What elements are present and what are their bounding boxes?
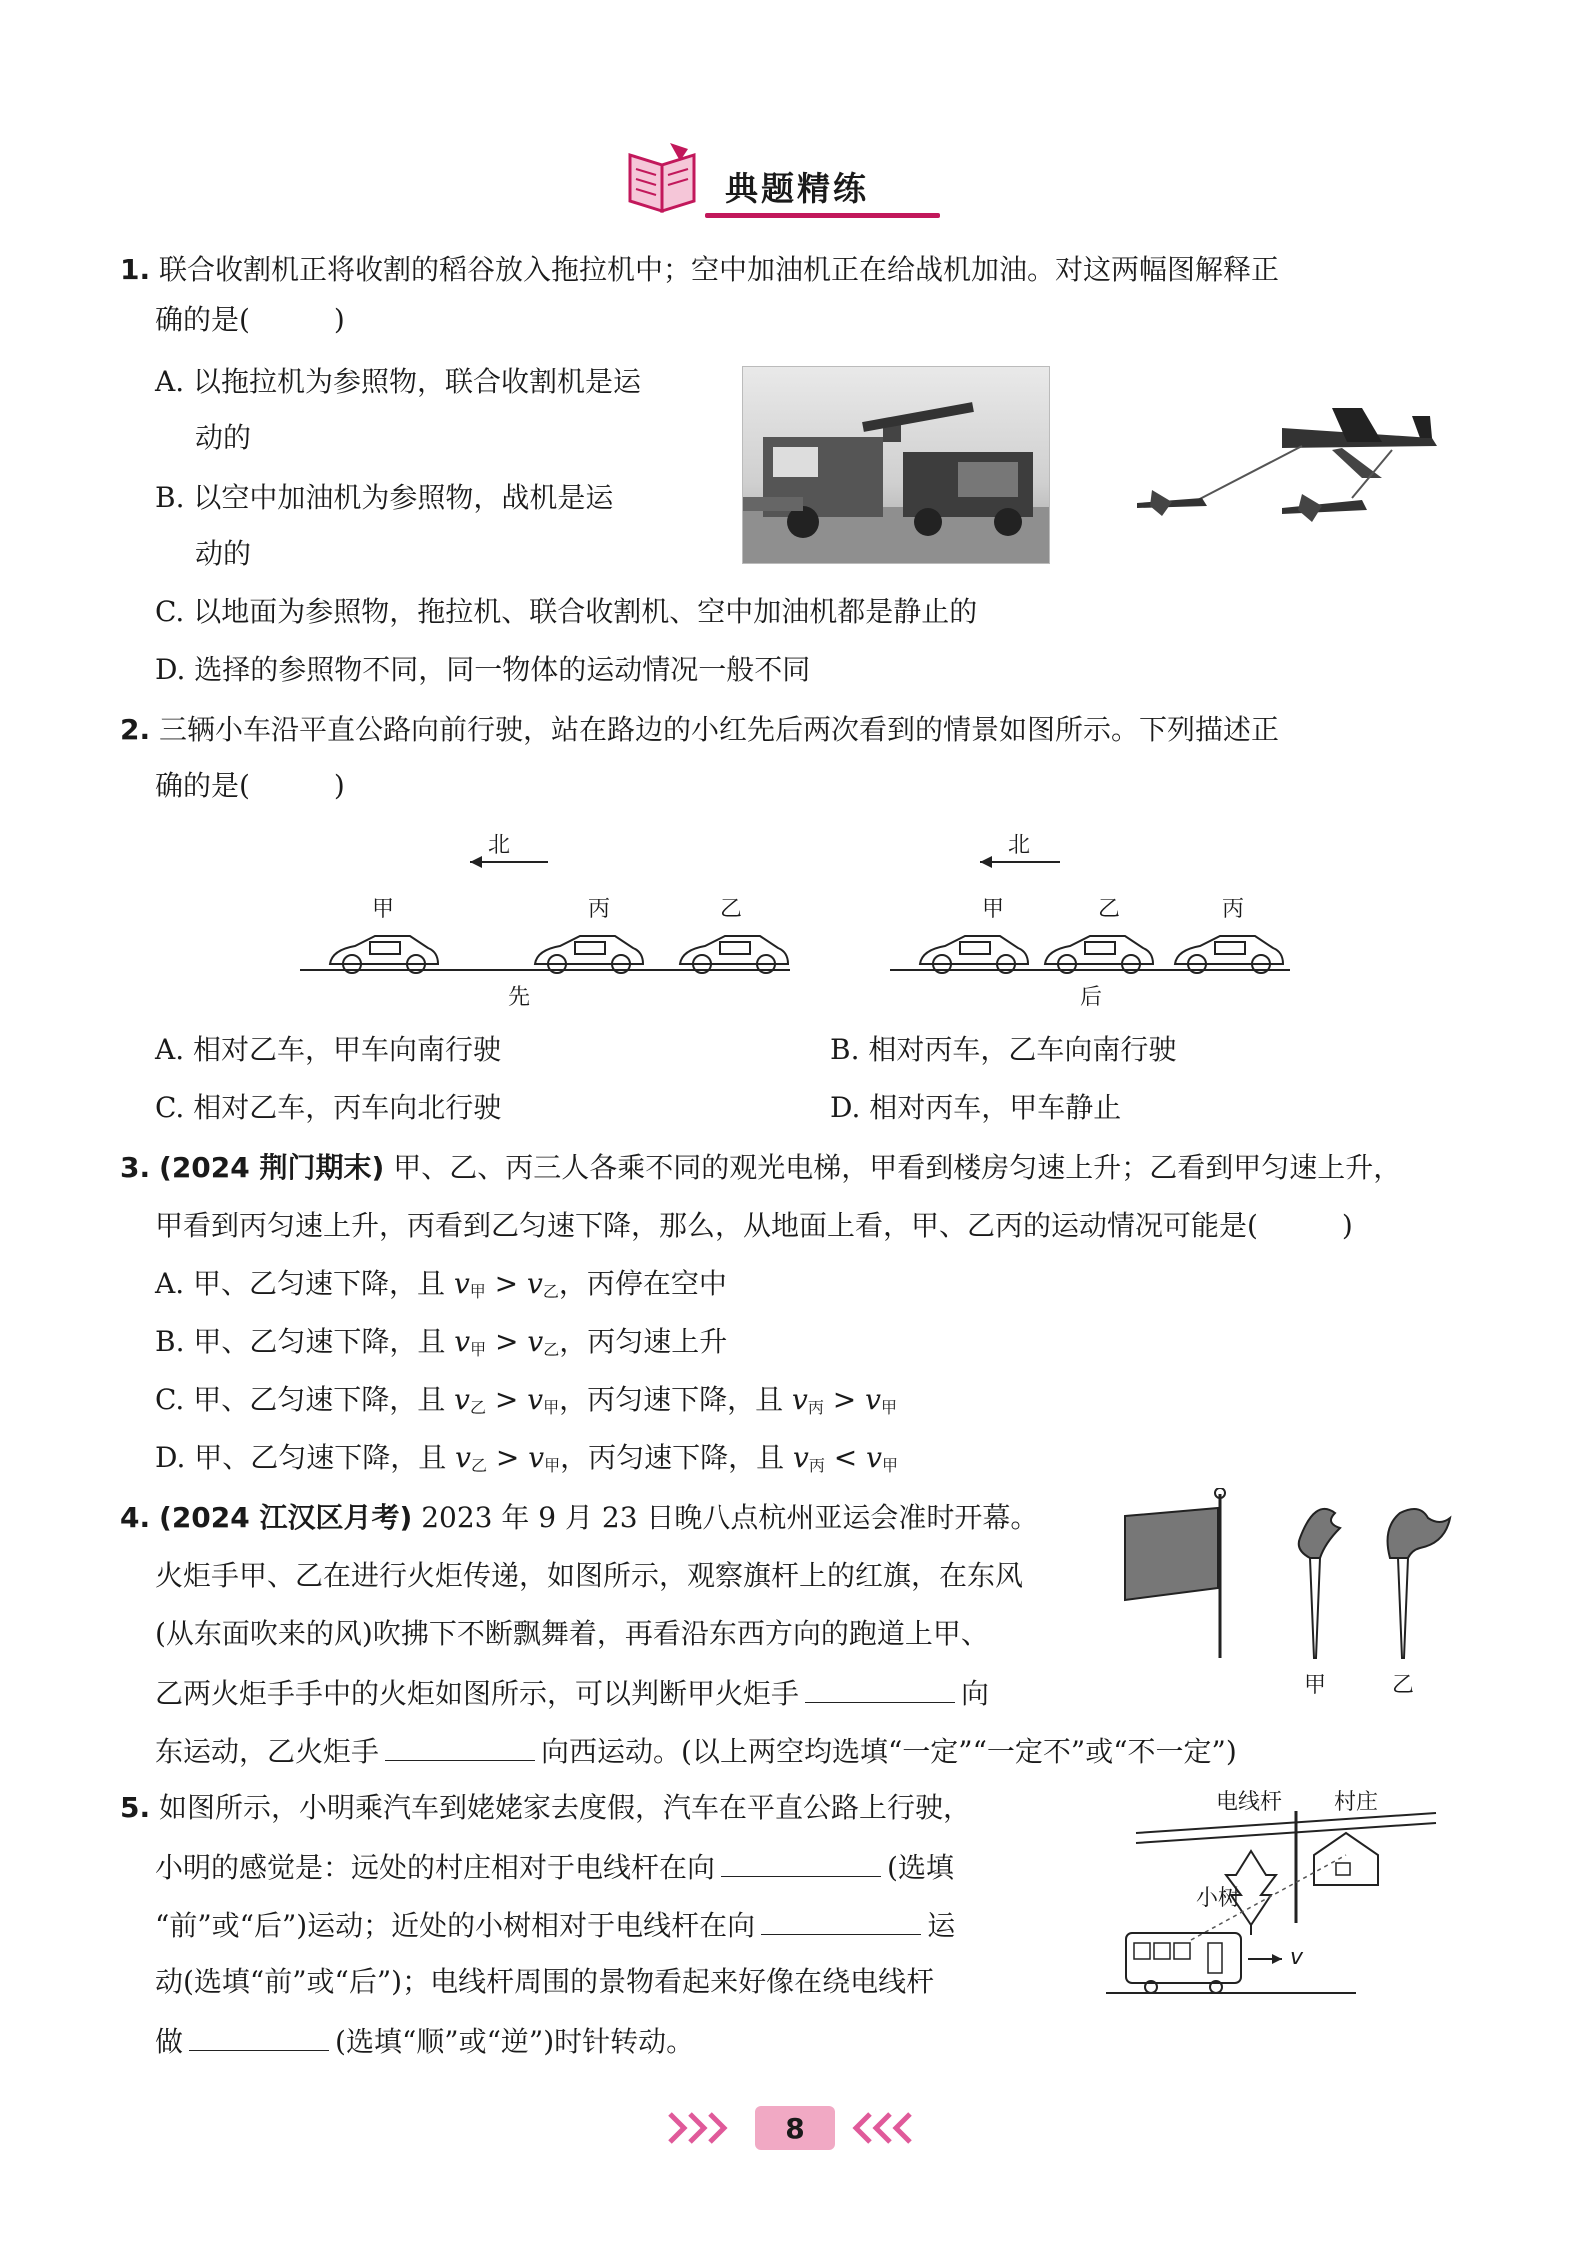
q5-blank-1[interactable] xyxy=(721,1846,881,1877)
q5-line5-text: 做 xyxy=(155,2025,184,2058)
q2-option-b[interactable]: B. 相对丙车，乙车向南行驶 xyxy=(830,1033,1177,1066)
cars-figure xyxy=(290,820,1310,1010)
page-footer xyxy=(660,2100,930,2160)
q3-source: (2024 荆门期末) xyxy=(159,1151,385,1184)
left-car-label-2: 丙 xyxy=(588,897,611,922)
flag-torch-diagram xyxy=(1120,1488,1460,1668)
q5-line2 xyxy=(155,1846,954,1888)
right-car-label-1: 甲 xyxy=(982,897,1005,922)
q3-option-a-text: A. 甲、乙匀速下降，且 xyxy=(155,1267,454,1300)
pole-label: 电线杆 xyxy=(1216,1790,1283,1815)
velocity-label: v xyxy=(1290,1945,1304,1970)
v-symbol: v xyxy=(528,1441,545,1474)
bus-figure xyxy=(1096,1785,1456,2010)
q3-option-c[interactable] xyxy=(155,1380,897,1428)
q2-option-c[interactable]: C. 相对乙车，丙车向北行驶 xyxy=(155,1091,502,1124)
tree-label: 小树 xyxy=(1196,1886,1241,1911)
gt-sign: > xyxy=(485,1267,528,1300)
q5-line1: 如图所示，小明乘汽车到姥姥家去度假，汽车在平直公路上行驶， xyxy=(159,1791,972,1824)
q1-stem-line2: 确的是( ) xyxy=(155,303,345,336)
sub-yi: 乙 xyxy=(542,1282,559,1301)
q3-stem-line2: 甲看到丙匀速上升，丙看到乙匀速下降，那么，从地面上看，甲、乙丙的运动情况可能是( ) xyxy=(155,1209,1353,1242)
sub-bing: 丙 xyxy=(808,1456,825,1475)
north-label-1: 北 xyxy=(488,833,511,858)
cars-diagram xyxy=(290,820,1310,1010)
torch-label-yi: 乙 xyxy=(1392,1673,1415,1698)
right-car-label-2: 乙 xyxy=(1098,897,1121,922)
q5-blank-3[interactable] xyxy=(189,2020,329,2051)
sub-jia: 甲 xyxy=(881,1456,898,1475)
v-symbol: v xyxy=(865,1383,881,1416)
header-underline xyxy=(705,213,940,218)
lt-sign: < xyxy=(824,1441,867,1474)
q4-line5 xyxy=(155,1730,1237,1772)
q5-line2-end: (选填 xyxy=(887,1851,954,1884)
q3-option-b[interactable] xyxy=(155,1322,727,1370)
q4-line2: 火炬手甲、乙在进行火炬传递，如图所示，观察旗杆上的红旗，在东风 xyxy=(155,1559,1024,1592)
sub-jia: 甲 xyxy=(470,1340,487,1359)
q5-line2-text: 小明的感觉是：远处的村庄相对于电线杆在向 xyxy=(155,1851,716,1884)
sub-bing: 丙 xyxy=(807,1398,824,1417)
sub-yi: 乙 xyxy=(470,1456,487,1475)
sub-jia: 甲 xyxy=(543,1398,560,1417)
sub-jia: 甲 xyxy=(544,1456,561,1475)
q4-blank-1[interactable] xyxy=(805,1672,955,1703)
q3-option-a[interactable] xyxy=(155,1264,727,1312)
v-symbol: v xyxy=(527,1267,543,1300)
book-icon xyxy=(620,135,710,215)
q4-number: 4. xyxy=(120,1501,151,1534)
q4-blank-2[interactable] xyxy=(385,1730,535,1761)
car-right-jia xyxy=(920,936,1028,973)
q3-option-c-mid: ，丙匀速下降，且 xyxy=(559,1383,792,1416)
v-symbol: v xyxy=(454,1383,470,1416)
q3-option-b-end: ，丙匀速上升 xyxy=(559,1325,728,1358)
q2-number: 2. xyxy=(120,713,151,746)
q1-option-d[interactable]: D. 选择的参照物不同，同一物体的运动情况一般不同 xyxy=(155,653,811,686)
q2-stem-line1: 三辆小车沿平直公路向前行驶，站在路边的小红先后两次看到的情景如图所示。下列描述正 xyxy=(159,713,1280,746)
page-number-box xyxy=(755,2106,835,2150)
sub-yi: 乙 xyxy=(543,1340,560,1359)
q4-line3: (从东面吹来的风)吹拂下不断飘舞着，再看沿东西方向的跑道上甲、 xyxy=(155,1617,989,1650)
q5-line3-end: 运 xyxy=(927,1909,956,1942)
q1-option-b[interactable]: B. 以空中加油机为参照物，战机是运 xyxy=(155,481,614,514)
q4-line5-text: 东运动，乙火炬手 xyxy=(155,1735,380,1768)
car-left-jia xyxy=(330,936,438,973)
q4-line4-text: 乙两火炬手手中的火炬如图所示，可以判断甲火炬手 xyxy=(155,1677,800,1710)
v-symbol: v xyxy=(527,1383,544,1416)
village-label: 村庄 xyxy=(1334,1790,1379,1815)
gt-sign: > xyxy=(486,1325,528,1358)
q3-option-a-end: ，丙停在空中 xyxy=(558,1267,727,1300)
sub-jia: 甲 xyxy=(469,1282,486,1301)
gt-sign: > xyxy=(485,1383,528,1416)
q5-line5-end: (选填“顺”或“逆”)时针转动。 xyxy=(335,2025,695,2058)
q1-stem xyxy=(120,250,1279,290)
q5-line5 xyxy=(155,2020,694,2062)
q5-number: 5. xyxy=(120,1791,151,1824)
q1-stem-line1: 联合收割机正将收割的稻谷放入拖拉机中；空中加油机正在给战机加油。对这两幅图解释正 xyxy=(159,253,1280,286)
q5-blank-2[interactable] xyxy=(761,1904,921,1935)
v-symbol: v xyxy=(866,1441,882,1474)
q3-stem xyxy=(120,1148,1401,1188)
section-header xyxy=(620,135,980,225)
left-car-label-1: 甲 xyxy=(372,897,395,922)
q4-stem-line1: 2023 年 9 月 23 日晚八点杭州亚运会准时开幕。 xyxy=(421,1501,1039,1534)
car-right-yi xyxy=(1045,936,1153,973)
v-symbol: v xyxy=(527,1325,544,1358)
q4-line5-end: 向西运动。(以上两空均选填“一定”“一定不”或“不一定”) xyxy=(541,1735,1237,1768)
q5-line3 xyxy=(155,1904,955,1946)
q1-option-c[interactable]: C. 以地面为参照物，拖拉机、联合收割机、空中加油机都是静止的 xyxy=(155,595,978,628)
refueling-illustration xyxy=(1132,398,1452,528)
sub-yi: 乙 xyxy=(469,1398,486,1417)
right-car-label-3: 丙 xyxy=(1222,897,1245,922)
q1-option-a-cont: 动的 xyxy=(195,421,252,454)
left-car-label-3: 乙 xyxy=(720,897,743,922)
harvester-illustration xyxy=(743,367,1049,563)
q4-line4 xyxy=(155,1672,989,1714)
q2-stem xyxy=(120,710,1279,750)
q2-option-a[interactable]: A. 相对乙车，甲车向南行驶 xyxy=(155,1033,502,1066)
car-left-bing xyxy=(535,936,643,973)
q3-option-d[interactable] xyxy=(155,1438,898,1486)
sub-jia: 甲 xyxy=(880,1398,897,1417)
torch-label-jia: 甲 xyxy=(1304,1673,1327,1698)
q3-stem-line1: 甲、乙、丙三人各乘不同的观光电梯，甲看到楼房匀速上升；乙看到甲匀速上升， xyxy=(393,1151,1402,1184)
bus-diagram xyxy=(1096,1785,1456,2010)
gt-sign: > xyxy=(487,1441,529,1474)
q3-option-d-text: D. 甲、乙匀速下降，且 xyxy=(155,1441,456,1474)
q3-option-c-text: C. 甲、乙匀速下降，且 xyxy=(155,1383,455,1416)
q5-line4: 动(选填“前”或“后”)；电线杆周围的景物看起来好像在绕电线杆 xyxy=(155,1965,935,1998)
q1-option-a[interactable]: A. 以拖拉机为参照物，联合收割机是运 xyxy=(155,365,642,398)
q3-number: 3. xyxy=(120,1151,151,1184)
q5-line3-text: “前”或“后”)运动；近处的小树相对于电线杆在向 xyxy=(155,1909,756,1942)
q4-stem xyxy=(120,1498,1038,1538)
page-number: 8 xyxy=(785,2112,805,2145)
q1-option-b-cont: 动的 xyxy=(195,537,252,570)
v-symbol: v xyxy=(793,1441,809,1474)
q2-stem-line2: 确的是( ) xyxy=(155,769,345,802)
harvester-photo xyxy=(742,366,1050,564)
gt-sign: > xyxy=(823,1383,866,1416)
q4-source: (2024 江汉区月考) xyxy=(159,1501,413,1534)
north-label-2: 北 xyxy=(1008,833,1031,858)
v-symbol: v xyxy=(455,1441,471,1474)
section-title: 典题精练 xyxy=(725,169,869,208)
car-right-bing xyxy=(1175,936,1283,973)
v-symbol: v xyxy=(792,1383,808,1416)
v-symbol: v xyxy=(454,1325,471,1358)
car-left-yi xyxy=(680,936,788,973)
v-symbol: v xyxy=(453,1267,470,1300)
caption-after: 后 xyxy=(1080,985,1103,1010)
q3-option-b-text: B. 甲、乙匀速下降，且 xyxy=(155,1325,455,1358)
caption-before: 先 xyxy=(508,985,531,1010)
q4-line4-end: 向 xyxy=(961,1677,990,1710)
q1-number: 1. xyxy=(120,253,151,286)
refueling-plane-figure xyxy=(1132,398,1452,528)
flag-torch-figure xyxy=(1120,1488,1460,1718)
q3-option-d-mid: ，丙匀速下降，且 xyxy=(560,1441,794,1474)
q2-option-d[interactable]: D. 相对丙车，甲车静止 xyxy=(830,1091,1122,1124)
q5-stem xyxy=(120,1788,971,1828)
